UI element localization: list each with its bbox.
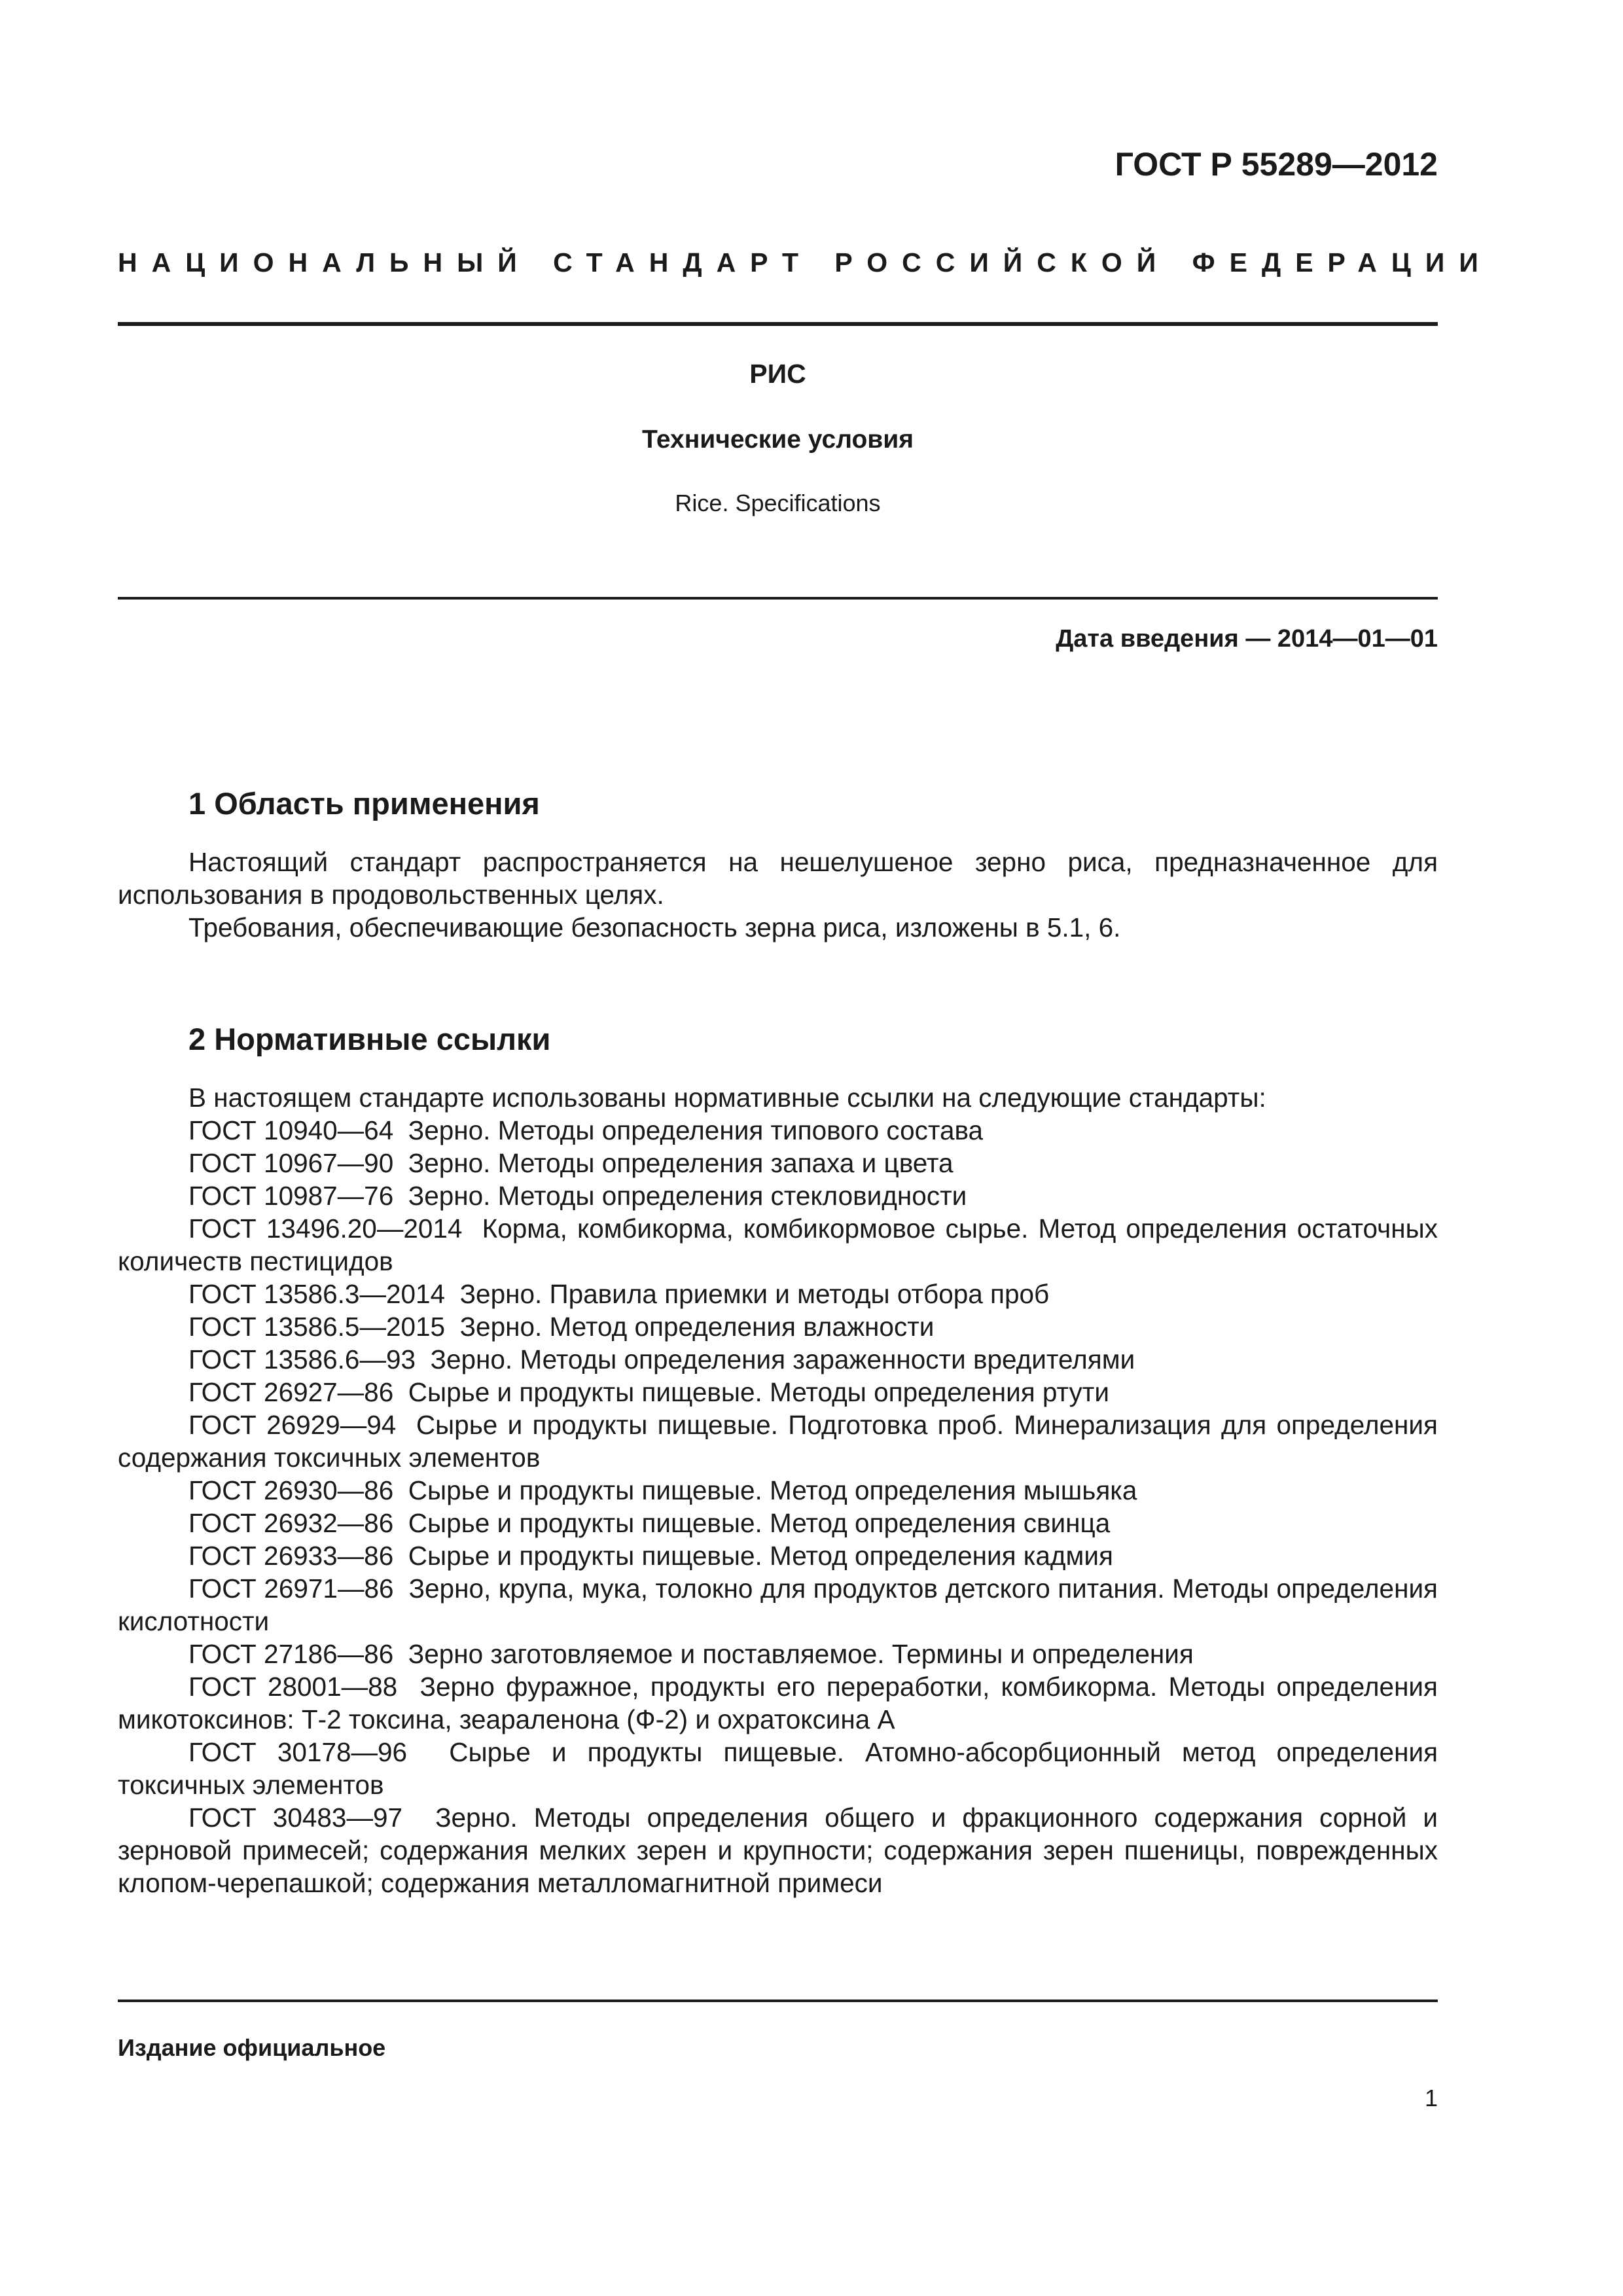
reference-title: Сырье и продукты пищевые. Методы определения ртути <box>408 1377 1109 1407</box>
normative-references-list <box>118 1081 1438 1899</box>
edition-note: Издание официальное <box>118 2034 386 2061</box>
reference-item <box>118 1310 1438 1343</box>
reference-item <box>118 1736 1438 1801</box>
reference-code: ГОСТ 13496.20—2014 <box>188 1213 463 1244</box>
reference-title: Зерно. Метод определения влажности <box>459 1312 935 1342</box>
reference-item <box>118 1343 1438 1376</box>
reference-code: ГОСТ 30483—97 <box>188 1803 402 1833</box>
reference-title: Зерно, крупа, мука, толокно для продуктов детского питания. Методы определения кислотности <box>118 1573 1438 1636</box>
reference-title: Зерно. Методы определения зараженности вредителями <box>430 1344 1135 1374</box>
reference-code: ГОСТ 28001—88 <box>188 1672 398 1702</box>
reference-title: Сырье и продукты пищевые. Метод определения мышьяка <box>408 1475 1137 1505</box>
page-number: 1 <box>1424 2085 1438 2111</box>
reference-title: Корма, комбикорма, комбикормовое сырье. Метод определения остаточных количеств пестицидов <box>118 1213 1438 1276</box>
reference-title: Сырье и продукты пищевые. Атомно-абсорбционный метод определения токсичных элементов <box>118 1737 1438 1800</box>
reference-code: ГОСТ 26933—86 <box>188 1541 394 1571</box>
reference-code: ГОСТ 27186—86 <box>188 1639 394 1669</box>
document-subtitle: Технические условия <box>641 425 914 454</box>
reference-code: ГОСТ 30178—96 <box>188 1737 408 1767</box>
reference-code: ГОСТ 13586.6—93 <box>188 1344 416 1374</box>
reference-code: ГОСТ 10987—76 <box>188 1181 394 1211</box>
reference-item <box>118 1572 1438 1638</box>
reference-items <box>118 1114 1438 1899</box>
reference-item <box>118 1212 1438 1278</box>
reference-item <box>118 1278 1438 1310</box>
reference-title: Зерно. Методы определения общего и фракционного содержания сорной и зерновой примесей; содержания мелких зерен и крупности; содержания зерен пшеницы, поврежденных клопом-черепашкой; содержания металломагнитной примеси <box>118 1803 1438 1898</box>
reference-title: Сырье и продукты пищевые. Метод определения свинца <box>408 1508 1111 1538</box>
reference-title: Зерно. Правила приемки и методы отбора проб <box>459 1279 1050 1309</box>
section-2-heading: 2 Нормативные ссылки <box>188 1022 551 1056</box>
reference-item <box>118 1539 1438 1572</box>
section-1-paragraph: Настоящий стандарт распространяется на нешелушеное зерно риса, предназначенное для использования в продовольственных целях. <box>118 847 1438 910</box>
reference-code: ГОСТ 10940—64 <box>188 1115 394 1145</box>
footer-rule <box>118 2000 1438 2002</box>
reference-item <box>118 1670 1438 1736</box>
title-rule <box>118 597 1438 600</box>
reference-code: ГОСТ 26932—86 <box>188 1508 394 1538</box>
reference-title: Зерно. Методы определения типового состава <box>408 1115 984 1145</box>
reference-item <box>118 1474 1438 1507</box>
reference-code: ГОСТ 26971—86 <box>188 1573 394 1604</box>
header-rule <box>118 322 1438 326</box>
reference-item <box>118 1801 1438 1899</box>
reference-item <box>118 1408 1438 1474</box>
document-title: РИС <box>749 359 806 389</box>
gost-id: ГОСТ Р 55289—2012 <box>1115 146 1438 183</box>
reference-title: Зерно фуражное, продукты его переработки, комбикорма. Методы определения микотоксинов: Т-2 токсина, зеараленона (Ф-2) и охратоксина А <box>118 1672 1438 1734</box>
reference-item <box>118 1638 1438 1670</box>
section-1-paragraph: Требования, обеспечивающие безопасность зерна риса, изложены в 5.1, 6. <box>188 912 1121 942</box>
reference-code: ГОСТ 26929—94 <box>188 1410 397 1440</box>
reference-code: ГОСТ 13586.5—2015 <box>188 1312 446 1342</box>
reference-item <box>118 1179 1438 1212</box>
reference-title: Сырье и продукты пищевые. Подготовка проб. Минерализация для определения содержания токсичных элементов <box>118 1410 1438 1473</box>
reference-code: ГОСТ 10967—90 <box>188 1148 394 1178</box>
reference-code: ГОСТ 13586.3—2014 <box>188 1279 446 1309</box>
reference-title: Зерно. Методы определения стекловидности <box>408 1181 967 1211</box>
document-title-english: Rice. Specifications <box>675 490 881 516</box>
reference-item <box>118 1147 1438 1179</box>
reference-item <box>118 1507 1438 1539</box>
section-1-body <box>118 846 1438 944</box>
reference-item <box>118 1114 1438 1147</box>
reference-item <box>118 1376 1438 1408</box>
reference-title: Зерно заготовляемое и поставляемое. Термины и определения <box>408 1639 1194 1669</box>
reference-code: ГОСТ 26927—86 <box>188 1377 394 1407</box>
national-standard-heading: НАЦИОНАЛЬНЫЙ СТАНДАРТ РОССИЙСКОЙ ФЕДЕРАЦИИ <box>118 247 1493 278</box>
introduction-date: Дата введения — 2014—01—01 <box>1056 625 1438 653</box>
reference-title: Сырье и продукты пищевые. Метод определения кадмия <box>408 1541 1113 1571</box>
reference-code: ГОСТ 26930—86 <box>188 1475 394 1505</box>
references-intro: В настоящем стандарте использованы нормативные ссылки на следующие стандарты: <box>188 1083 1266 1113</box>
reference-title: Зерно. Методы определения запаха и цвета <box>408 1148 954 1178</box>
section-1-heading: 1 Область применения <box>188 786 540 821</box>
